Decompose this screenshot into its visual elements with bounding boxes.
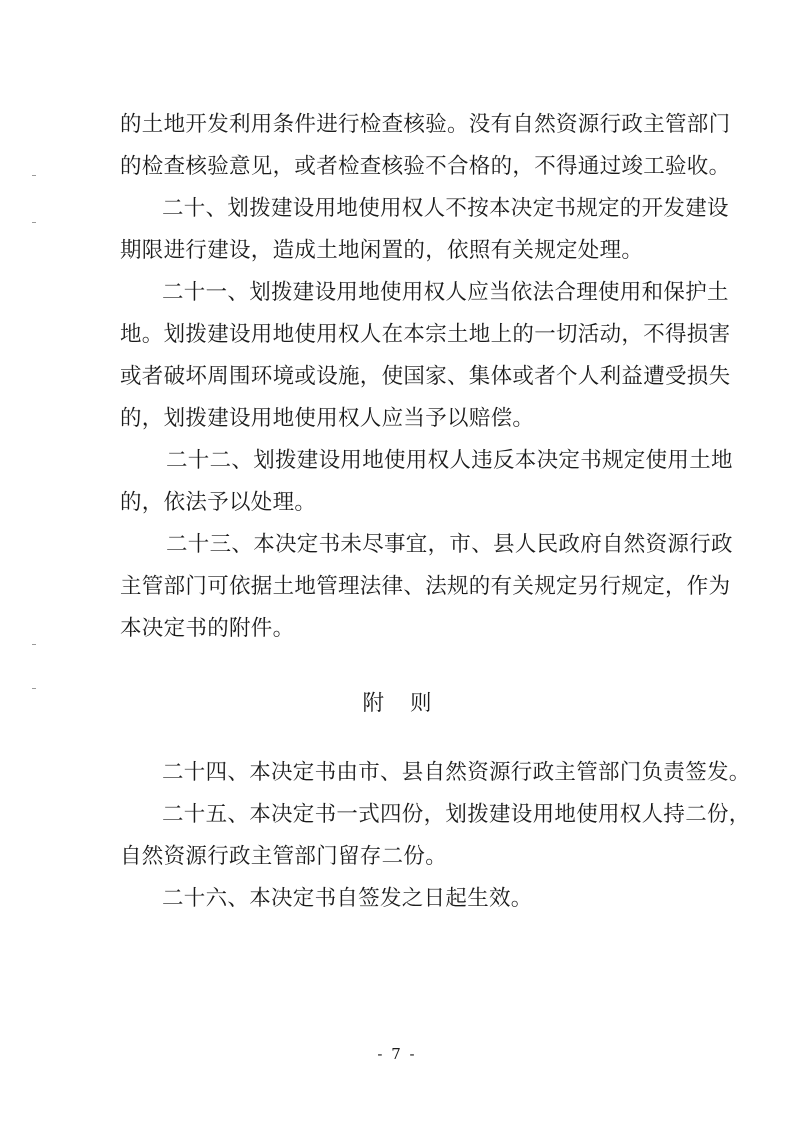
text-line: 二十一、划拨建设用地使用权人应当依法合理使用和保护土 [162,280,729,305]
clause-26-paragraph [120,878,690,920]
text-line: 地。划拨建设用地使用权人在本宗土地上的一切活动，不得损害 [120,322,731,347]
paragraph [120,104,731,188]
clause-21-paragraph [120,272,731,440]
text-line: 期限进行建设，造成土地闲置的，依照有关规定处理。 [120,238,644,263]
text-line: 的，依法予以处理。 [120,490,317,515]
text-line: 的检查核验意见，或者检查核验不合格的，不得通过竣工验收。 [120,154,731,179]
clause-20-paragraph [120,188,729,272]
clause-25-paragraph [120,794,751,878]
text-line: 主管部门可依据土地管理法律、法规的有关规定另行规定，作为 [120,574,731,599]
text-line: 二十四、本决定书由市、县自然资源行政主管部门负责签发。 [162,760,751,785]
text-line: 自然资源行政主管部门留存二份。 [120,844,448,869]
text-line: 二十、划拨建设用地使用权人不按本决定书规定的开发建设 [162,196,729,221]
text-line: 本决定书的附件。 [120,616,295,641]
text-line: 或者破坏周围环境或设施，使国家、集体或者个人利益遭受损失 [120,364,731,389]
section-title: 附则 [362,691,458,716]
text-line: 二十三、本决定书未尽事宜，市、县人民政府自然资源行政 [166,532,733,557]
scan-artifact-mark [32,644,36,645]
document-body-main [120,104,733,650]
text-line: 二十六、本决定书自签发之日起生效。 [162,886,533,911]
text-line: 二十五、本决定书一式四份，划拨建设用地使用权人持二份， [162,802,751,827]
clause-23-paragraph [120,524,733,650]
text-line: 的土地开发利用条件进行检查核验。没有自然资源行政主管部门 [120,112,731,137]
scan-artifact-mark [32,175,36,176]
document-body-supplementary [120,752,751,920]
text-line: 的，划拨建设用地使用权人应当予以赔偿。 [120,406,535,431]
page-number: - 7 - [377,1045,417,1063]
scan-artifact-mark [32,222,36,223]
clause-24-paragraph [120,752,751,794]
clause-22-paragraph [120,440,733,524]
text-line: 二十二、划拨建设用地使用权人违反本决定书规定使用土地 [166,448,733,473]
